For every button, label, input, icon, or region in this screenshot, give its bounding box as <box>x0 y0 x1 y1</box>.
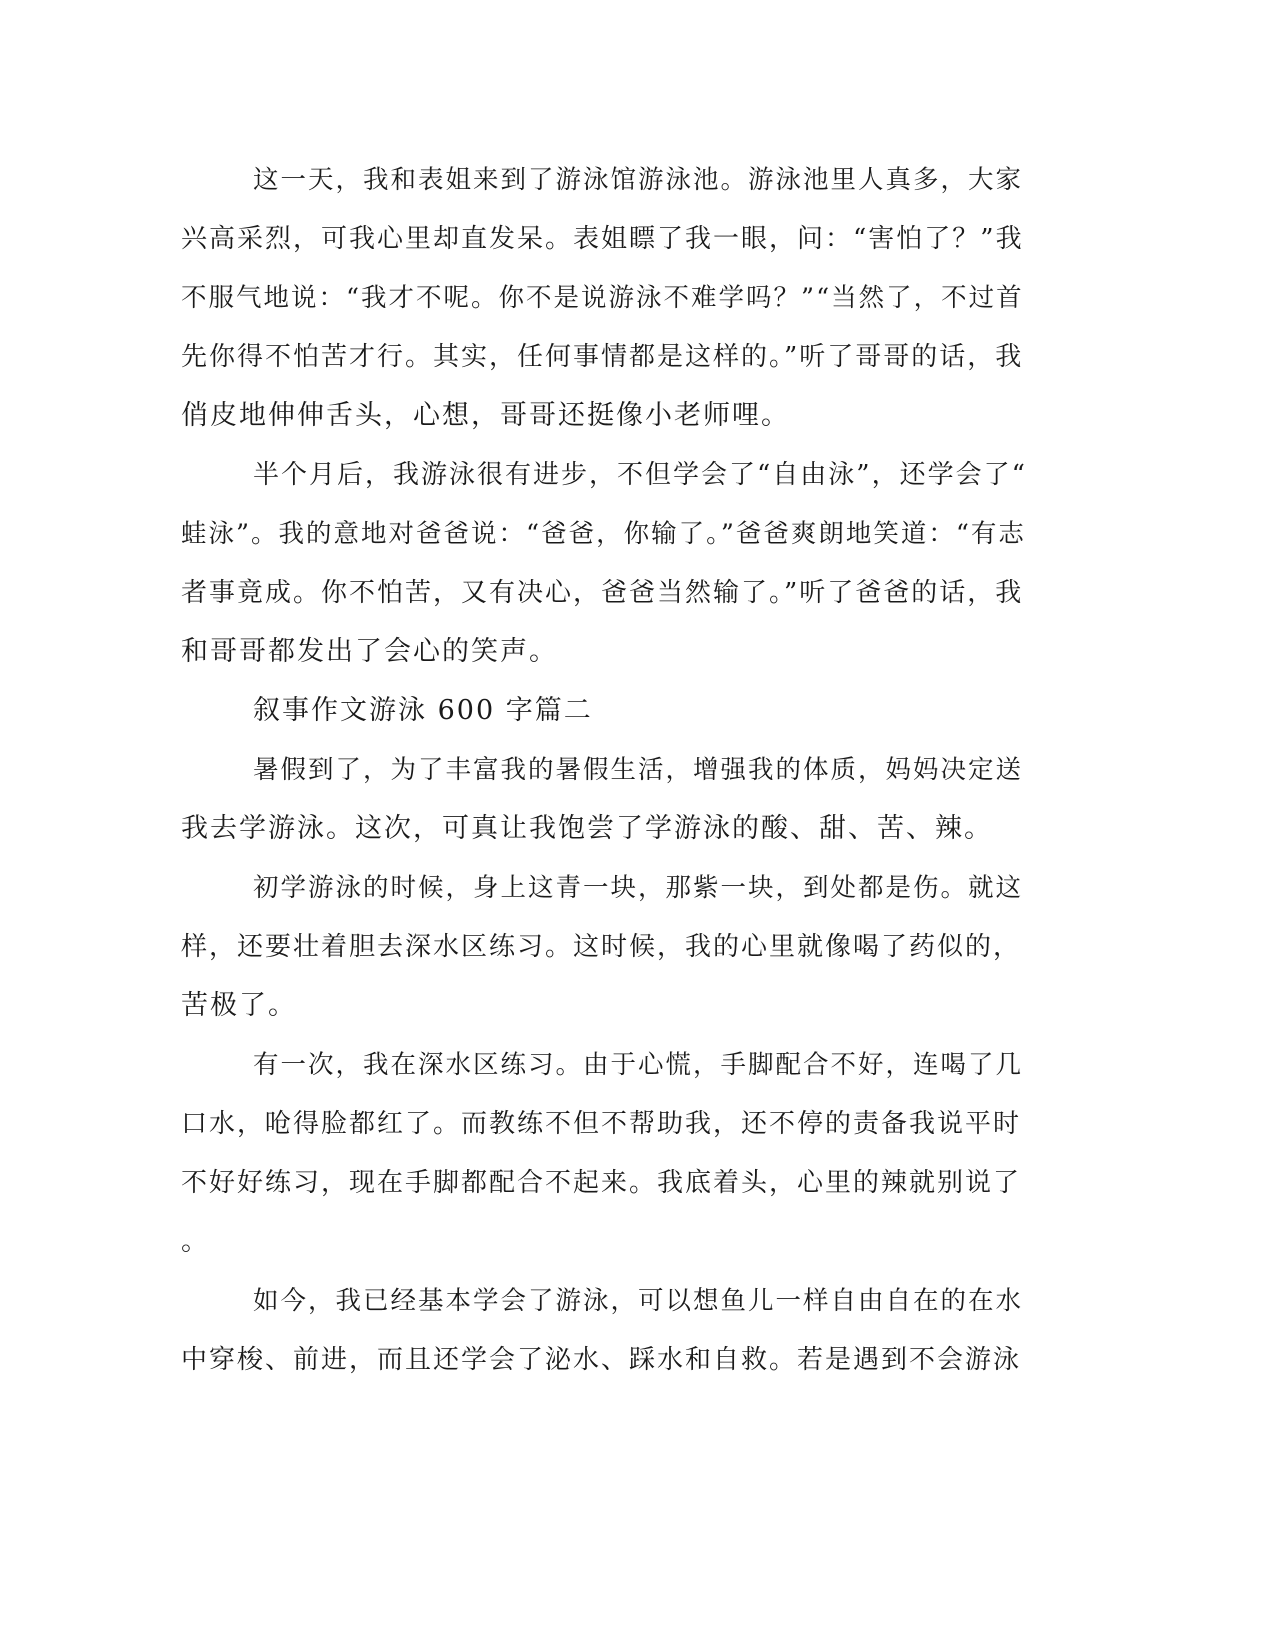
paragraph-2-line-2: 蛙泳”。我的意地对爸爸说：“爸爸，你输了。”爸爸爽朗地笑道：“有志 <box>181 519 1026 549</box>
paragraph-3-line-1: 暑假到了，为了丰富我的暑假生活，增强我的体质，妈妈决定送 <box>253 755 1024 785</box>
paragraph-1-line-4: 先你得不怕苦才行。其实，任何事情都是这样的。”听了哥哥的话，我 <box>181 342 1024 372</box>
paragraph-2-line-3: 者事竟成。你不怕苦，又有决心，爸爸当然输了。”听了爸爸的话，我 <box>181 578 1024 608</box>
paragraph-4-line-2: 样，还要壮着胆去深水区练习。这时候，我的心里就像喝了药似的， <box>181 932 1022 962</box>
paragraph-2-line-4: 和哥哥都发出了会心的笑声。 <box>181 636 558 667</box>
paragraph-5-line-4: 。 <box>181 1226 210 1257</box>
paragraph-1-line-1: 这一天，我和表姐来到了游泳馆游泳池。游泳池里人真多，大家 <box>253 165 1024 195</box>
paragraph-3-line-2: 我去学游泳。这次，可真让我饱尝了学游泳的酸、甜、苦、辣。 <box>181 813 993 844</box>
paragraph-4-line-3: 苦极了。 <box>181 990 297 1021</box>
paragraph-1-line-5: 俏皮地伸伸舌头，心想，哥哥还挺像小老师哩。 <box>181 400 790 431</box>
paragraph-5-line-1: 有一次，我在深水区练习。由于心慌，手脚配合不好，连喝了几 <box>253 1050 1024 1080</box>
paragraph-5-line-2: 口水，呛得脸都红了。而教练不但不帮助我，还不停的责备我说平时 <box>181 1109 1022 1139</box>
paragraph-5-line-3: 不好好练习，现在手脚都配合不起来。我底着头，心里的辣就别说了 <box>181 1168 1022 1198</box>
paragraph-6-line-1: 如今，我已经基本学会了游泳，可以想鱼儿一样自由自在的在水 <box>253 1286 1024 1316</box>
paragraph-4-line-1: 初学游泳的时候，身上这青一块，那紫一块，到处都是伤。就这 <box>253 873 1024 903</box>
paragraph-6-line-2: 中穿梭、前进，而且还学会了泌水、踩水和自救。若是遇到不会游泳 <box>181 1345 1022 1375</box>
paragraph-2-line-1: 半个月后，我游泳很有进步，不但学会了“自由泳”，还学会了“ <box>253 460 1027 490</box>
paragraph-1-line-2: 兴高采烈，可我心里却直发呆。表姐瞟了我一眼，问：“害怕了？”我 <box>181 224 1024 254</box>
paragraph-1-line-3: 不服气地说：“我才不呢。你不是说游泳不难学吗？”“当然了，不过首 <box>181 283 1024 313</box>
section-heading: 叙事作文游泳 600 字篇二 <box>253 695 593 726</box>
